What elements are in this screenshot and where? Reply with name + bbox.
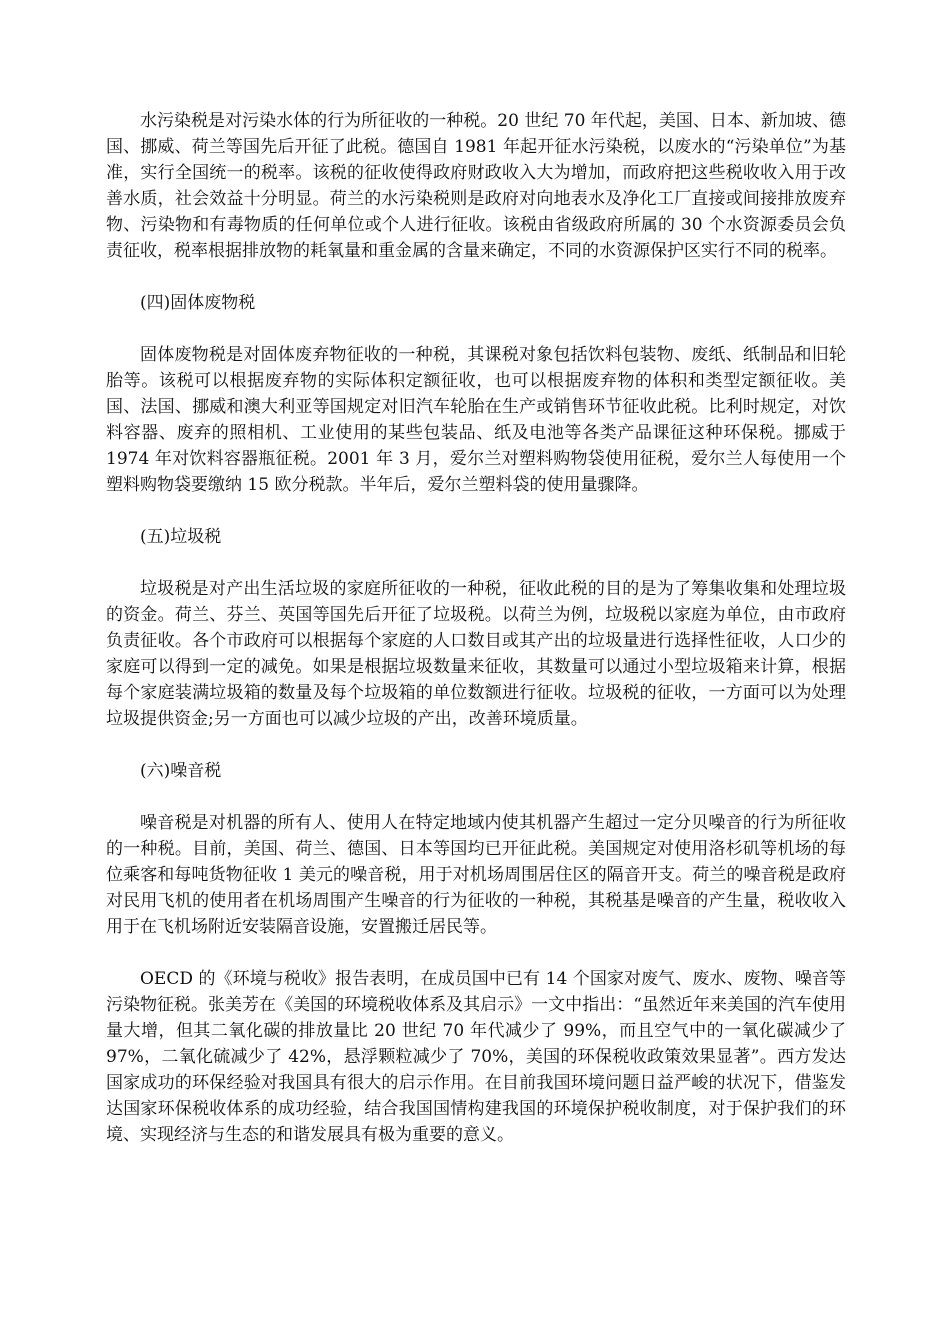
paragraph-oecd-conclusion: OECD 的《环境与税收》报告表明，在成员国中已有 14 个国家对废气、废水、废物、噪音等污染物征税。张美芳在《美国的环境税收体系及其启示》一文中指出：“虽然近年来美国的汽车使用量大增，但其二氧化碳的排放量比 20 世纪 70 年代减少了 99%，而且空气中的一氧化碳减少了 97%，二氧化硫减少了 42%，悬浮颗粒减少了 70%，美国的环保税收政策效果显著”。西方发达国家成功的环保经验对我国具有很大的启示作用。在目前我国环境问题日益严峻的状况下，借鉴发达国家环保税收体系的成功经验，结合我国国情构建我国的环境保护税收制度，对于保护我们的环境、实现经济与生态的和谐发展具有极为重要的意义。 — [106, 969, 846, 1145]
paragraph-spacer — [106, 498, 846, 524]
document-body — [106, 108, 846, 1148]
paragraph-water-pollution-tax: 水污染税是对污染水体的行为所征收的一种税。20 世纪 70 年代起，美国、日本、新加坡、德国、挪威、荷兰等国先后开征了此税。德国自 1981 年起开征水污染税，以废水的“污染单位”为基准，实行全国统一的税率。该税的征收使得政府财政收入大为增加，而政府把这些税收收入用于改善水质，社会效益十分明显。荷兰的水污染税则是政府对向地表水及净化工厂直接或间接排放废弃物、污染物和有毒物质的任何单位或个人进行征收。该税由省级政府所属的 30 个水资源委员会负责征收，税率根据排放物的耗氧量和重金属的含量来确定，不同的水资源保护区实行不同的税率。 — [106, 111, 846, 261]
paragraph-solid-waste-tax: 固体废物税是对固体废弃物征收的一种税，其课税对象包括饮料包装物、废纸、纸制品和旧轮胎等。该税可以根据废弃物的实际体积定额征收，也可以根据废弃物的体积和类型定额征收。美国、法国、挪威和澳大利亚等国规定对旧汽车轮胎在生产或销售环节征收此税。比利时规定，对饮料容器、废弃的照相机、工业使用的某些包装品、纸及电池等各类产品课征这种环保税。挪威于 1974 年对饮料容器瓶征税。2001 年 3 月，爱尔兰对塑料购物袋使用征税，爱尔兰人每使用一个塑料购物袋要缴纳 15 欧分税款。半年后，爱尔兰塑料袋的使用量骤降。 — [106, 345, 846, 495]
paragraph-spacer — [106, 550, 846, 576]
section-heading-garbage-tax: (五)垃圾税 — [140, 527, 222, 547]
paragraph-spacer — [106, 784, 846, 810]
paragraph-spacer — [106, 732, 846, 758]
section-heading-noise-tax: (六)噪音税 — [140, 761, 222, 781]
paragraph-spacer — [106, 316, 846, 342]
paragraph-garbage-tax: 垃圾税是对产出生活垃圾的家庭所征收的一种税，征收此税的目的是为了筹集收集和处理垃圾的资金。荷兰、芬兰、英国等国先后开征了垃圾税。以荷兰为例，垃圾税以家庭为单位，由市政府负责征收。各个市政府可以根据每个家庭的人口数目或其产出的垃圾量进行选择性征收，人口少的家庭可以得到一定的减免。如果是根据垃圾数量来征收，其数量可以通过小型垃圾箱来计算，根据每个家庭装满垃圾箱的数量及每个垃圾箱的单位数额进行征收。垃圾税的征收，一方面可以为处理垃圾提供资金;另一方面也可以减少垃圾的产出，改善环境质量。 — [106, 579, 846, 729]
section-heading-solid-waste-tax: (四)固体废物税 — [140, 293, 256, 313]
paragraph-spacer — [106, 264, 846, 290]
paragraph-noise-tax: 噪音税是对机器的所有人、使用人在特定地域内使其机器产生超过一定分贝噪音的行为所征收的一种税。目前，美国、荷兰、德国、日本等国均已开征此税。美国规定对使用洛杉矶等机场的每位乘客和每吨货物征收 1 美元的噪音税，用于对机场周围居住区的隔音开支。荷兰的噪音税是政府对民用飞机的使用者在机场周围产生噪音的行为征收的一种税，其税基是噪音的产生量，税收收入用于在飞机场附近安装隔音设施，安置搬迁居民等。 — [106, 813, 846, 937]
paragraph-spacer — [106, 940, 846, 966]
